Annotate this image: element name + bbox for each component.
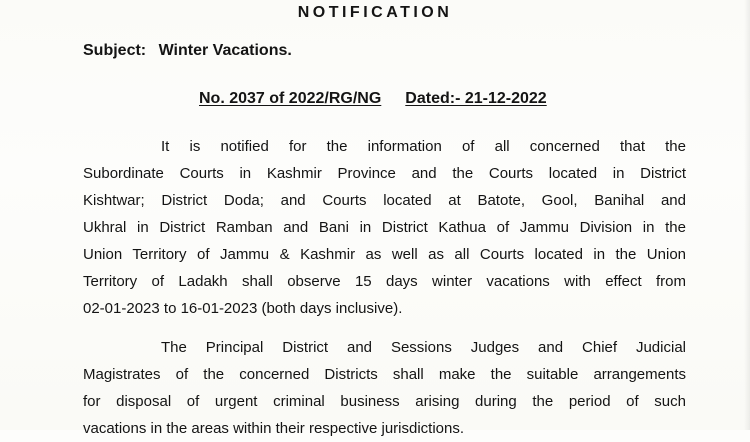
- paragraph-line: It is notified for the information of all concerned that the: [161, 138, 686, 155]
- reference-line: [199, 88, 547, 110]
- paragraph-line: Ukhral in District Ramban and Bani in District Kathua of Jammu Division in the: [83, 219, 686, 236]
- paragraph-line: Subordinate Courts in Kashmir Province and the Courts located in District: [83, 165, 686, 182]
- paragraph-line: for disposal of urgent criminal business arising during the period of such: [83, 393, 686, 410]
- scan-edge-shadow: [744, 0, 750, 430]
- paragraph-line: Kishtwar; District Doda; and Courts located at Batote, Gool, Banihal and: [83, 192, 686, 209]
- paragraph-line: 02-01-2023 to 16-01-2023 (both days inclusive).: [83, 300, 403, 317]
- paragraph-1: [83, 133, 686, 322]
- reference-date: Dated:- 21-12-2022: [405, 90, 547, 107]
- reference-number: No. 2037 of 2022/RG/NG: [199, 90, 382, 107]
- paragraph-line: Magistrates of the concerned Districts shall make the suitable arrangements: [83, 366, 686, 383]
- subject-label: Subject:: [83, 42, 147, 59]
- notification-heading: NOTIFICATION: [297, 4, 453, 21]
- paragraph-2: [83, 334, 686, 442]
- paragraph-line: vacations in the areas within their respective jurisdictions.: [83, 420, 465, 437]
- paragraph-line: Territory of Ladakh shall observe 15 days winter vacations with effect from: [83, 273, 686, 290]
- subject-line: [83, 40, 292, 62]
- paragraph-line: Union Territory of Jammu & Kashmir as well as all Courts located in the Union: [83, 246, 686, 263]
- subject-value: Winter Vacations.: [158, 42, 292, 59]
- paragraph-line: The Principal District and Sessions Judges and Chief Judicial: [161, 339, 686, 356]
